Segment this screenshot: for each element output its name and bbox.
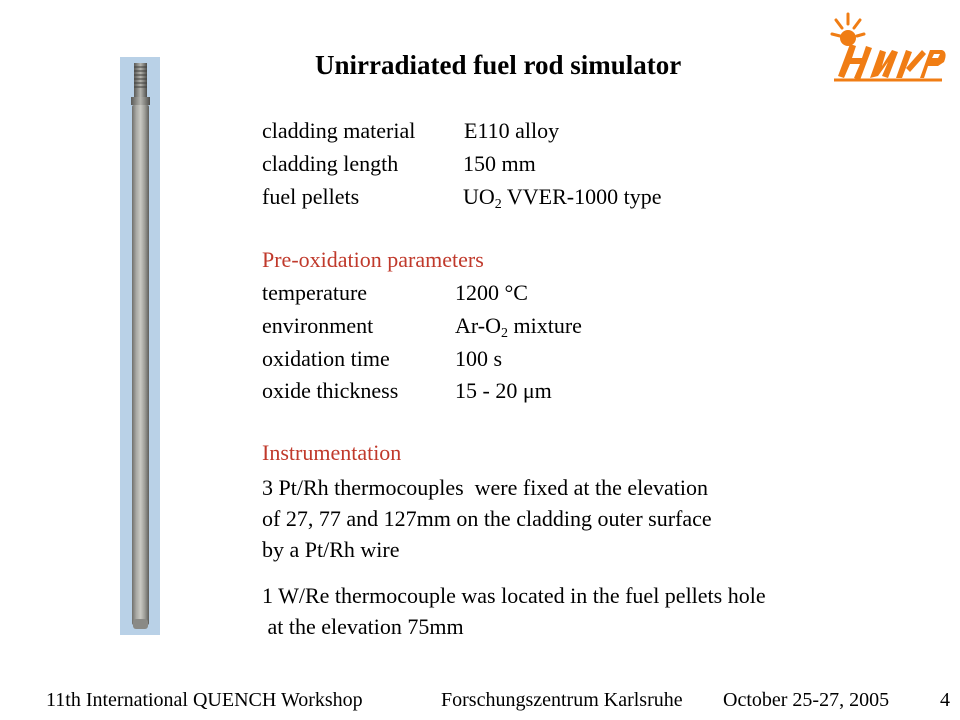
paragraph-line: 3 Pt/Rh thermocouples were fixed at the elevation [262, 475, 708, 500]
instrumentation-paragraph-2 [262, 580, 766, 642]
preox-label: oxidation time [262, 346, 390, 371]
spec-value [463, 184, 661, 210]
preox-row-oxidation-time [262, 346, 762, 374]
spec-value: E110 alloy [464, 118, 560, 143]
footer-institute: Forschungszentrum Karlsruhe [441, 689, 683, 711]
preox-row-temperature [262, 280, 762, 308]
preox-value-rest: mixture [508, 313, 582, 338]
spec-value-main: UO [463, 184, 495, 209]
spec-row-fuel-pellets [262, 184, 762, 212]
spec-value: 150 mm [463, 151, 536, 176]
preox-label: temperature [262, 280, 368, 305]
paragraph-line: 1 W/Re thermocouple was located in the fuel pellets hole [262, 583, 766, 608]
footer-workshop: 11th International QUENCH Workshop [46, 689, 363, 711]
footer-date: October 25-27, 2005 [723, 689, 890, 711]
paragraph-line: at the elevation 75mm [262, 614, 464, 639]
preoxidation-heading: Pre-oxidation parameters [262, 247, 484, 272]
preox-value-subscript: 2 [501, 326, 508, 341]
footer-page-number: 4 [940, 689, 950, 711]
spec-value-rest: VVER-1000 type [501, 184, 662, 209]
sun-logo [830, 10, 948, 86]
preox-value: 15 - 20 μm [455, 378, 552, 403]
spec-label: cladding length [262, 151, 399, 176]
fuel-rod-photo [120, 57, 160, 635]
paragraph-line: by a Pt/Rh wire [262, 537, 400, 562]
fuel-rod-image [120, 57, 160, 635]
preox-label: environment [262, 313, 374, 338]
preox-row-environment [262, 313, 762, 341]
spec-row-cladding-length [262, 151, 762, 179]
preox-value: 1200 °C [455, 280, 528, 305]
preox-row-oxide-thickness [262, 378, 762, 406]
preox-label: oxide thickness [262, 378, 399, 403]
preox-value-main: Ar-O [455, 313, 501, 338]
spec-value-subscript: 2 [494, 197, 502, 212]
preox-value [455, 313, 582, 339]
instrumentation-paragraph-1 [262, 472, 712, 565]
slide-title: Unirradiated fuel rod simulator [315, 50, 682, 80]
instrumentation-heading: Instrumentation [262, 440, 402, 465]
preox-value: 100 s [455, 346, 503, 371]
spec-label: fuel pellets [262, 184, 360, 209]
spec-label: cladding material [262, 118, 416, 143]
paragraph-line: of 27, 77 and 127mm on the cladding outer surface [262, 506, 712, 531]
spec-row-cladding-material [262, 118, 762, 146]
